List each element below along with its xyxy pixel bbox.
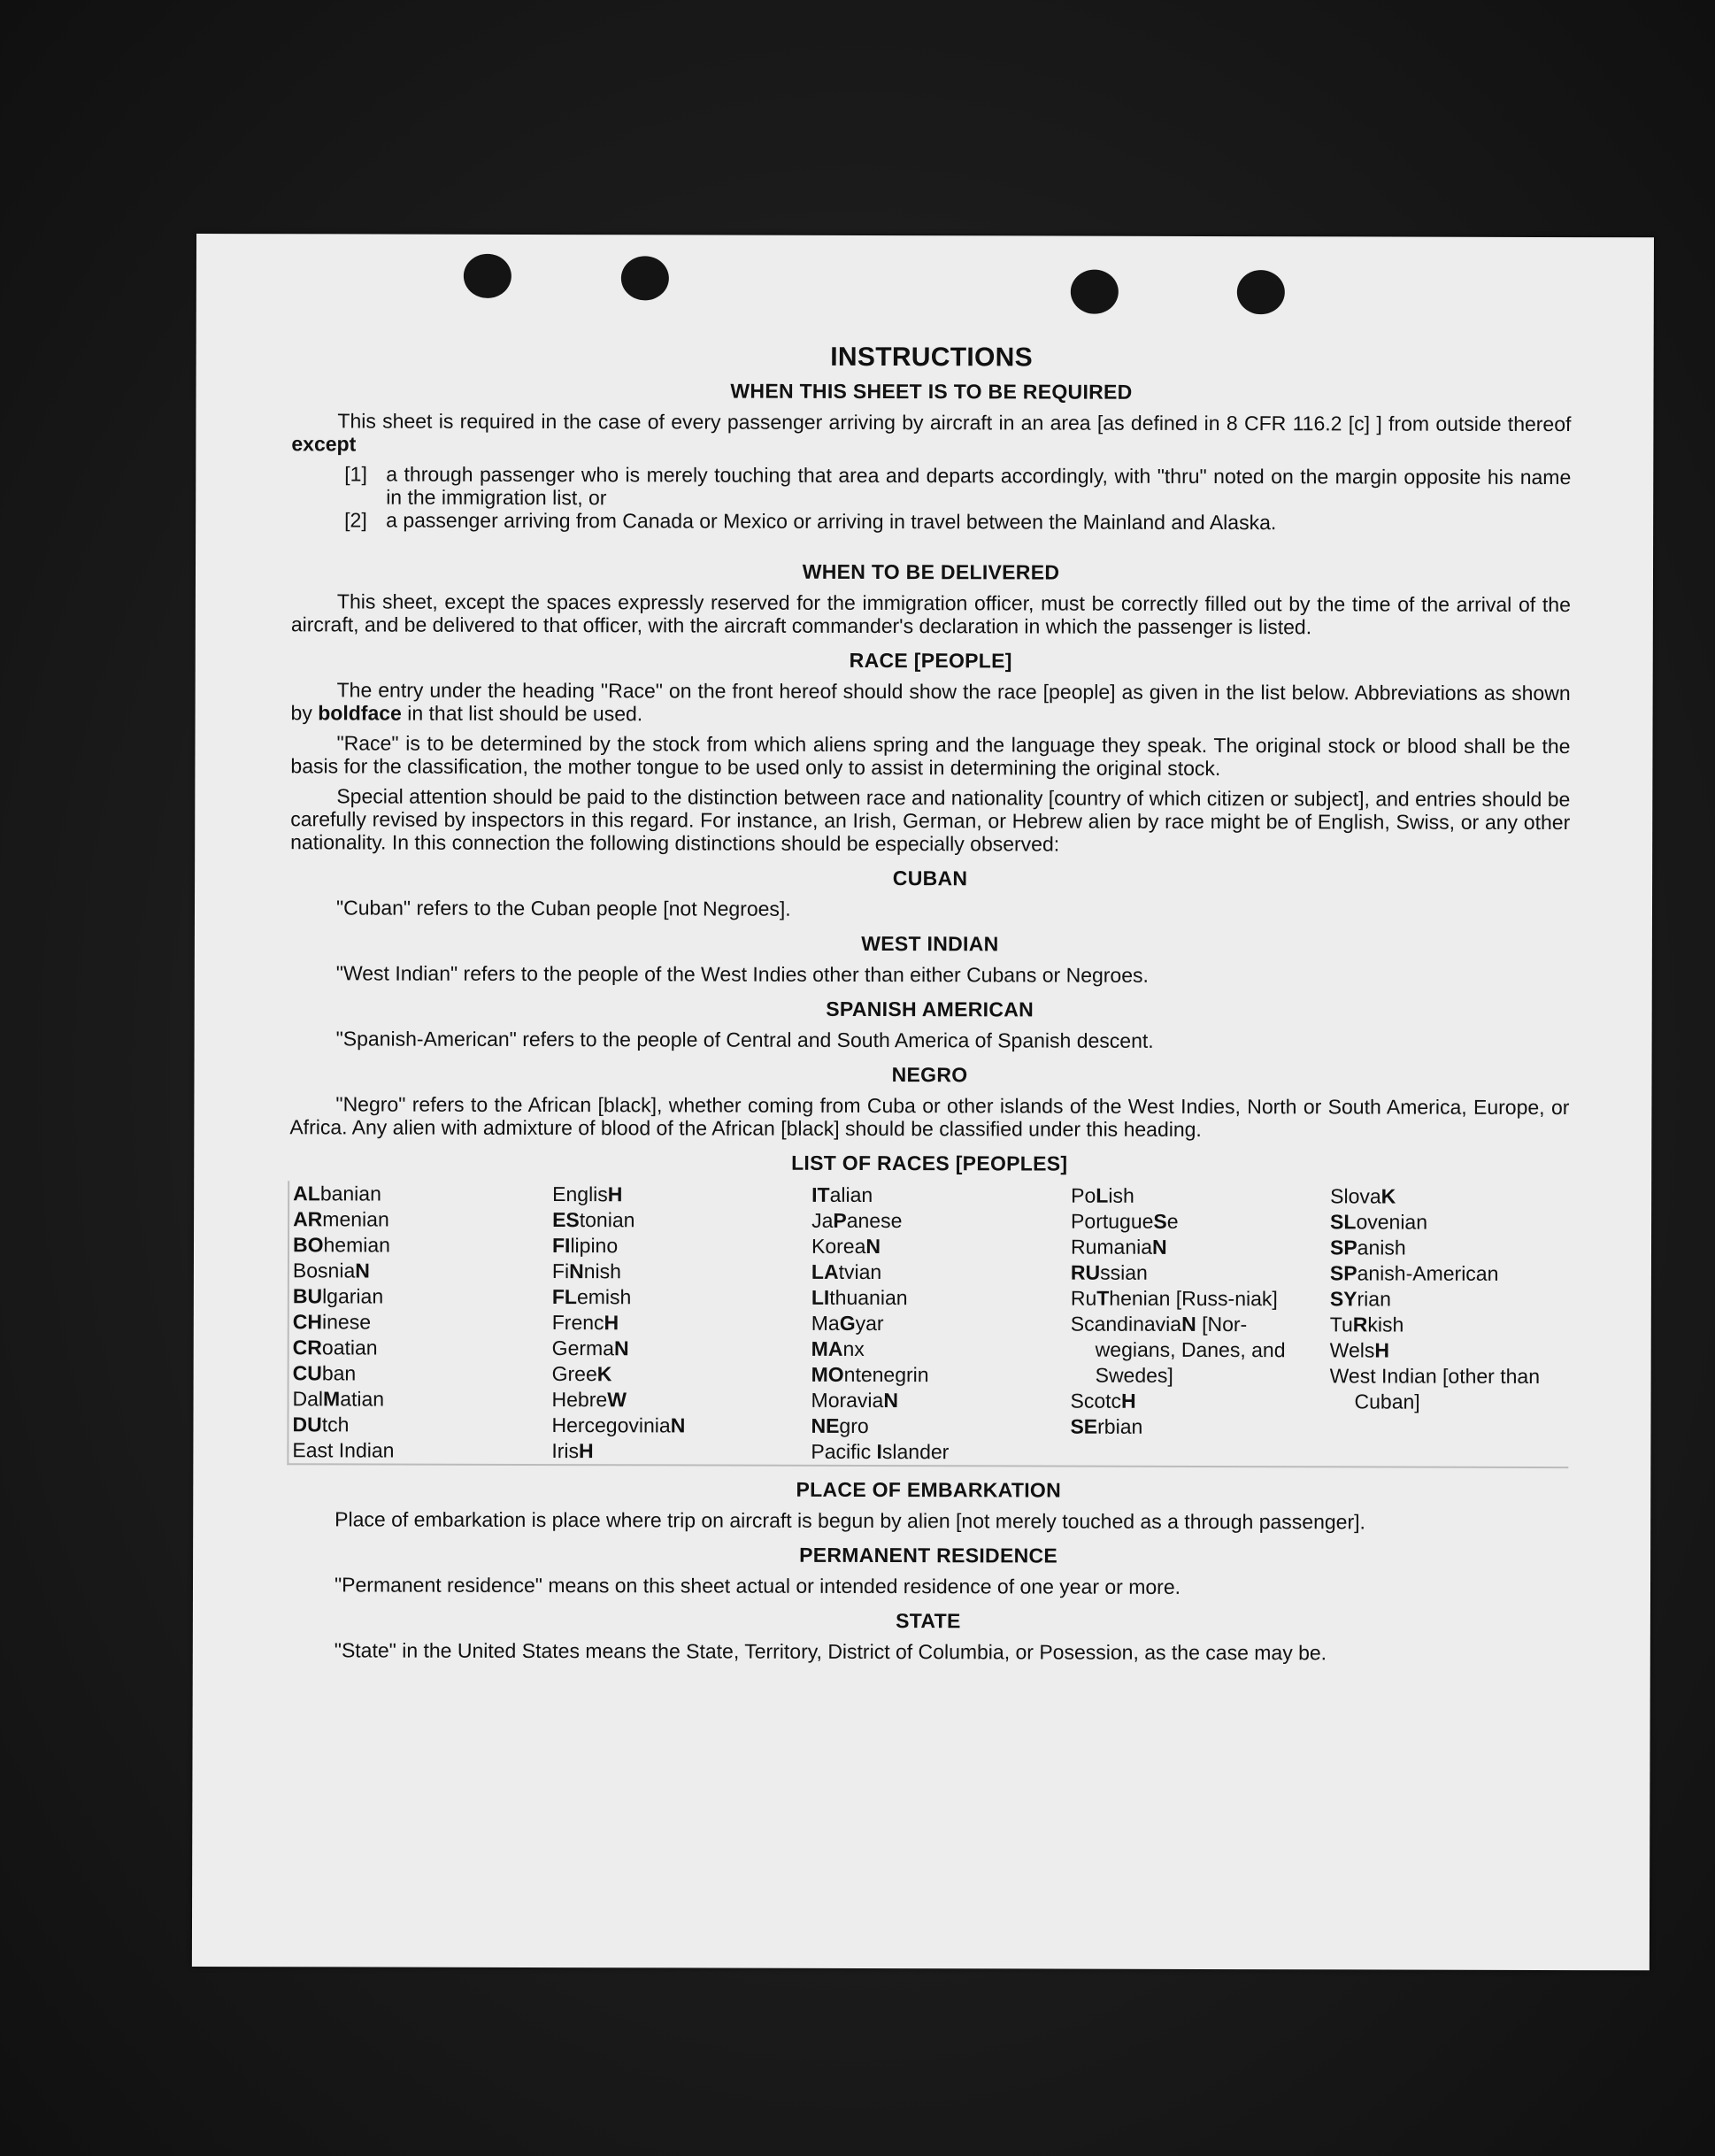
race-entry: ITalian: [811, 1182, 873, 1207]
race-entry: IrisH: [551, 1439, 594, 1463]
instructions-content: [288, 340, 1572, 1665]
race-entry: ScandinaviaN [Nor-wegians, Danes, and Swedes]: [1070, 1312, 1286, 1387]
race-entry: JaPanese: [811, 1208, 903, 1233]
race-entry: ScotcH: [1070, 1389, 1136, 1413]
requirement-item: [2] a passenger arriving from Canada or Mexico or arriving in travel between the Mainland and Alaska.: [344, 508, 1277, 535]
race-entry: DalMatian: [292, 1387, 385, 1411]
races-column: [1070, 1183, 1310, 1467]
race-entry: RumaniaN: [1070, 1235, 1167, 1259]
race-entry: ARmenian: [293, 1207, 389, 1231]
race-entry: FrencH: [551, 1311, 619, 1335]
race-entry: MAnx: [811, 1336, 865, 1360]
race-entry: NEgro: [811, 1413, 869, 1437]
spanish-american-text: "Spanish-American" refers to the people of Central and South America of Spanish descent.: [335, 1027, 1154, 1052]
race-entry: KoreaN: [811, 1234, 881, 1259]
race-entry: EnglisH: [552, 1182, 623, 1206]
race-entry: ALbanian: [293, 1182, 381, 1205]
when-delivered-text: This sheet, except the spaces expressly reserved for the immigration officer, must be correctly filled out by the time of the arrival of the aircraft, and be delivered to that officer, with the aircraft commander's declaration in which the passenger is listed.: [290, 589, 1571, 639]
race-entry: LAtvian: [811, 1259, 882, 1284]
race-entry: SlovaK: [1330, 1184, 1396, 1208]
race-entry: BosniaN: [292, 1259, 370, 1282]
race-entry: FIlipino: [551, 1234, 619, 1258]
heading-state: STATE: [896, 1609, 961, 1633]
heading-permanent-residence: PERMANENT RESIDENCE: [799, 1543, 1058, 1567]
state-text: "State" in the United States means the State, Territory, District of Columbia, or Posession, as the case may be.: [334, 1638, 1327, 1665]
race-entry: TuRkish: [1329, 1313, 1404, 1336]
race-entry: MOntenegrin: [811, 1362, 929, 1387]
heading-spanish-american: SPANISH AMERICAN: [826, 997, 1034, 1021]
races-column: [551, 1182, 791, 1465]
race-entry: GreeK: [551, 1362, 612, 1386]
permanent-residence-text: "Permanent residence" means on this sheet actual or intended residence of one year or more.: [334, 1573, 1181, 1598]
race-entry: CRoatian: [292, 1336, 378, 1359]
race-entry: GermaN: [551, 1336, 629, 1360]
heading-west-indian: WEST INDIAN: [861, 931, 999, 956]
races-column: [292, 1181, 532, 1464]
west-indian-text: "West Indian" refers to the people of the West Indies other than either Cubans or Negroes.: [335, 961, 1149, 987]
race-entry: PortugueSe: [1071, 1209, 1179, 1233]
race-entry: BOhemian: [292, 1233, 390, 1257]
races-column: [811, 1182, 1050, 1466]
race-paragraph-3: Special attention should be paid to the distinction between race and nationality [country of which citizen or subject], and entries should be carefully revised by inspectors in this regard. For instance, an Irish, German, or Hebrew alien by race might be of English, Swiss, or any other nationality. In this connection the following distinctions should be especially observed:: [290, 784, 1571, 856]
race-entry: CHinese: [292, 1310, 372, 1334]
race-entry: EStonian: [552, 1208, 635, 1232]
race-entry: FiNnish: [551, 1259, 621, 1283]
heading-negro: NEGRO: [891, 1063, 968, 1087]
requirement-item: [1] a through passenger who is merely touching that area and departs accordingly, with "thru" noted on the margin opposite his name in the immigration list, or: [344, 462, 1572, 510]
race-entry: West Indian [other than Cuban]: [1329, 1364, 1541, 1413]
races-column: [1329, 1183, 1569, 1467]
race-entry: HebreW: [551, 1388, 627, 1412]
race-entry: SPanish-American: [1329, 1261, 1499, 1285]
race-entry: BUlgarian: [292, 1284, 384, 1308]
when-required-intro: This sheet is required in the case of every passenger arriving by aircraft in an area [as defined in 8 CFR 116.2 [c] ] from outside thereof except: [291, 409, 1572, 456]
heading-race: RACE [PEOPLE]: [849, 648, 1012, 673]
race-entry: LIthuanian: [811, 1285, 908, 1310]
race-entry: RuThenian [Russ-niak]: [1070, 1286, 1278, 1311]
heading-when-delivered: WHEN TO BE DELIVERED: [802, 559, 1060, 584]
intro-bold-word: except: [291, 432, 357, 456]
race-entry: DUtch: [292, 1413, 350, 1436]
negro-text: "Negro" refers to the African [black], whether coming from Cuba or other islands of the West Indies, North or South America, Europe, or Africa. Any alien with admixture of blood of the African [black] should be classified under this heading.: [289, 1092, 1570, 1141]
race-entry: CUban: [292, 1361, 357, 1385]
race-entry: RUssian: [1070, 1260, 1148, 1284]
cuban-text: "Cuban" refers to the Cuban people [not Negroes].: [335, 896, 791, 920]
race-entry: East Indian: [292, 1438, 395, 1462]
document-page: [192, 234, 1654, 1970]
race-paragraph-1: The entry under the heading "Race" on the front hereof should show the race [people] as given in the list below. Abbreviations as shown by boldface in that list should be used.: [290, 678, 1571, 726]
race-entry: SYrian: [1329, 1287, 1391, 1311]
punch-hole: [464, 254, 511, 298]
heading-place-of-embarkation: PLACE OF EMBARKATION: [796, 1477, 1062, 1502]
races-list: [287, 1181, 1569, 1468]
heading-cuban: CUBAN: [892, 866, 968, 890]
race-paragraph-2: "Race" is to be determined by the stock from which aliens spring and the language they speak. The original stock or blood shall be the basis for the classification, the mother tongue to be used only to assist in determining the original stock.: [290, 731, 1571, 781]
race-entry: SPanish: [1329, 1236, 1406, 1259]
race-entry: FLemish: [551, 1285, 632, 1309]
race-entry: MoraviaN: [811, 1388, 899, 1413]
punch-hole: [1071, 270, 1119, 314]
race-entry: HercegoviniaN: [551, 1413, 686, 1437]
race-entry: PoLish: [1071, 1183, 1134, 1207]
race-entry: MaGyar: [811, 1311, 884, 1336]
heading-when-required: WHEN THIS SHEET IS TO BE REQUIRED: [730, 379, 1133, 404]
place-of-embarkation-text: Place of embarkation is place where trip on aircraft is begun by alien [not merely touched as a through passenger].: [335, 1507, 1365, 1534]
race-entry: Pacific Islander: [811, 1439, 950, 1464]
punch-hole: [1237, 270, 1285, 314]
race-entry: SLovenian: [1330, 1210, 1428, 1234]
race-entry: WelsH: [1329, 1338, 1390, 1362]
page-title: INSTRUCTIONS: [830, 342, 1033, 373]
punch-hole: [621, 256, 669, 300]
heading-list-of-races: LIST OF RACES [PEOPLES]: [791, 1151, 1068, 1175]
race-entry: SErbian: [1070, 1414, 1143, 1438]
